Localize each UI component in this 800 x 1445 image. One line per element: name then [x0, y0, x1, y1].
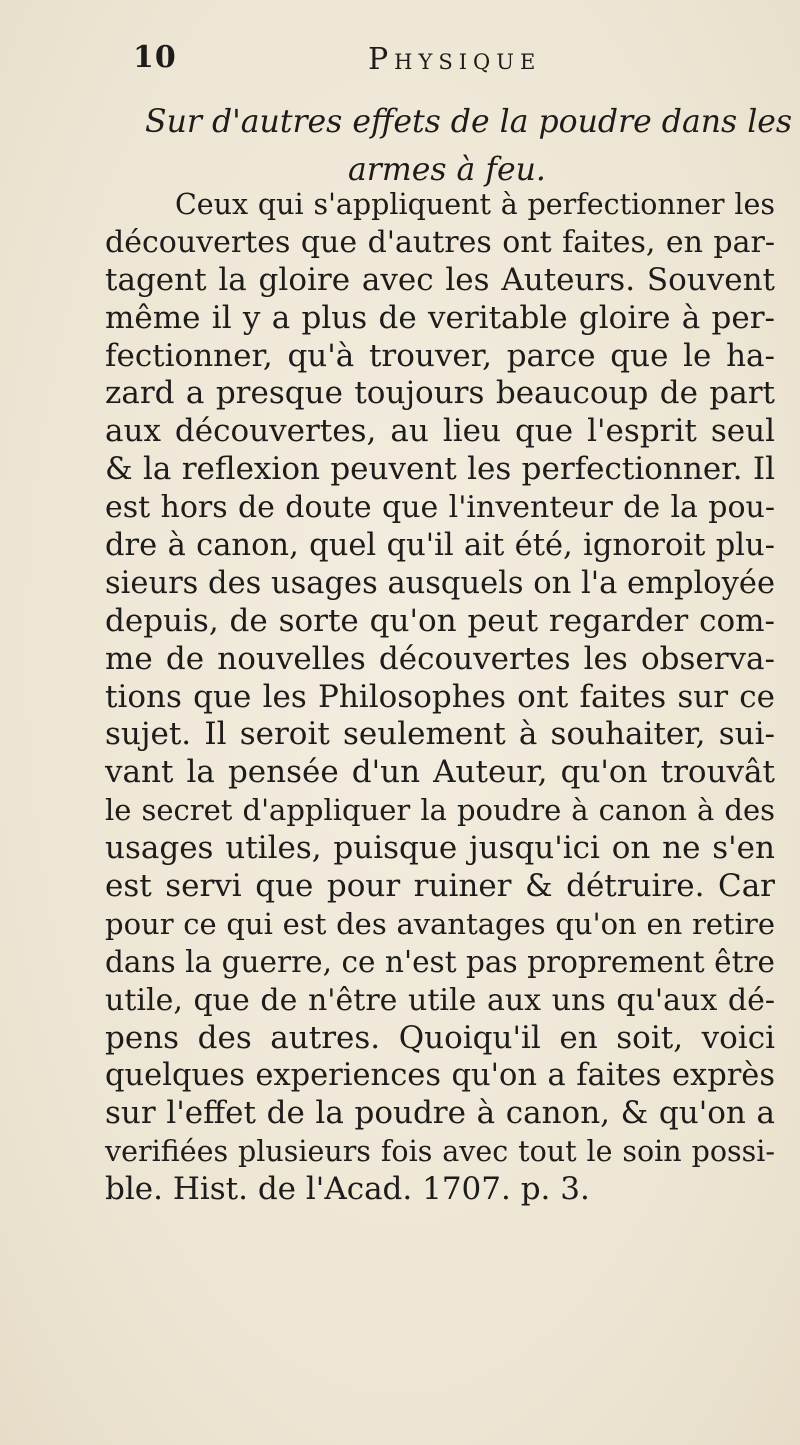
- text-line: tions que les Philosophes ont faites sur ce: [105, 678, 775, 715]
- text-line: fectionner, qu'à trouver, parce que le ha-: [105, 337, 775, 374]
- text-line: le secret d'appliquer la poudre à canon à des: [105, 793, 775, 828]
- running-head: Physique: [368, 42, 542, 77]
- text-line: découvertes que d'autres ont faites, en par-: [105, 224, 775, 260]
- text-line: sujet. Il seroit seulement à souhaiter, sui-: [105, 716, 775, 753]
- text-line: utile, que de n'être utile aux uns qu'aux dé-: [105, 982, 775, 1018]
- text-line: est servi que pour ruiner & détruire. Car: [105, 868, 775, 905]
- text-line: sieurs des usages ausquels on l'a employée: [105, 565, 775, 601]
- text-line: zard a presque toujours beaucoup de part: [105, 375, 775, 412]
- text-line: quelques experiences qu'on a faites exprès: [105, 1058, 775, 1094]
- text-line: verifiées plusieurs fois avec tout le soin possi-: [105, 1135, 775, 1169]
- section-title-line: Sur d'autres effets de la poudre dans les: [145, 104, 793, 140]
- text-line: Ceux qui s'appliquent à perfectionner les: [175, 188, 775, 221]
- text-line-citation: ble. Hist. de l'Acad. 1707. p. 3.: [105, 1171, 590, 1208]
- text-line: vant la pensée d'un Auteur, qu'on trouvât: [105, 754, 775, 791]
- text-line: même il y a plus de veritable gloire à per-: [105, 299, 775, 336]
- text-line: sur l'effet de la poudre à canon, & qu'on a: [105, 1095, 775, 1132]
- text-line: tagent la gloire avec les Auteurs. Souvent: [105, 261, 775, 298]
- text-line: dans la guerre, ce n'est pas proprement être: [105, 944, 775, 979]
- section-title-line: armes à feu.: [348, 152, 546, 188]
- text-line: & la reflexion peuvent les perfectionner. Il: [105, 451, 775, 488]
- text-line: est hors de doute que l'inventeur de la pou-: [105, 490, 775, 526]
- text-line: pens des autres. Quoiqu'il en soit, voici: [105, 1019, 775, 1056]
- text-line: depuis, de sorte qu'on peut regarder com-: [105, 602, 775, 639]
- text-line: dre à canon, quel qu'il ait été, ignoroit plu-: [105, 528, 775, 564]
- body-paragraph: [105, 186, 775, 1209]
- text-line: usages utiles, puisque jusqu'ici on ne s'en: [105, 830, 775, 867]
- text-line: aux découvertes, au lieu que l'esprit seul: [105, 413, 775, 450]
- text-line: me de nouvelles découvertes les observa-: [105, 640, 775, 677]
- text-line: pour ce qui est des avantages qu'on en retire: [105, 906, 775, 941]
- page-header: [0, 40, 800, 90]
- section-title: [120, 98, 800, 194]
- page-number: 10: [133, 40, 177, 75]
